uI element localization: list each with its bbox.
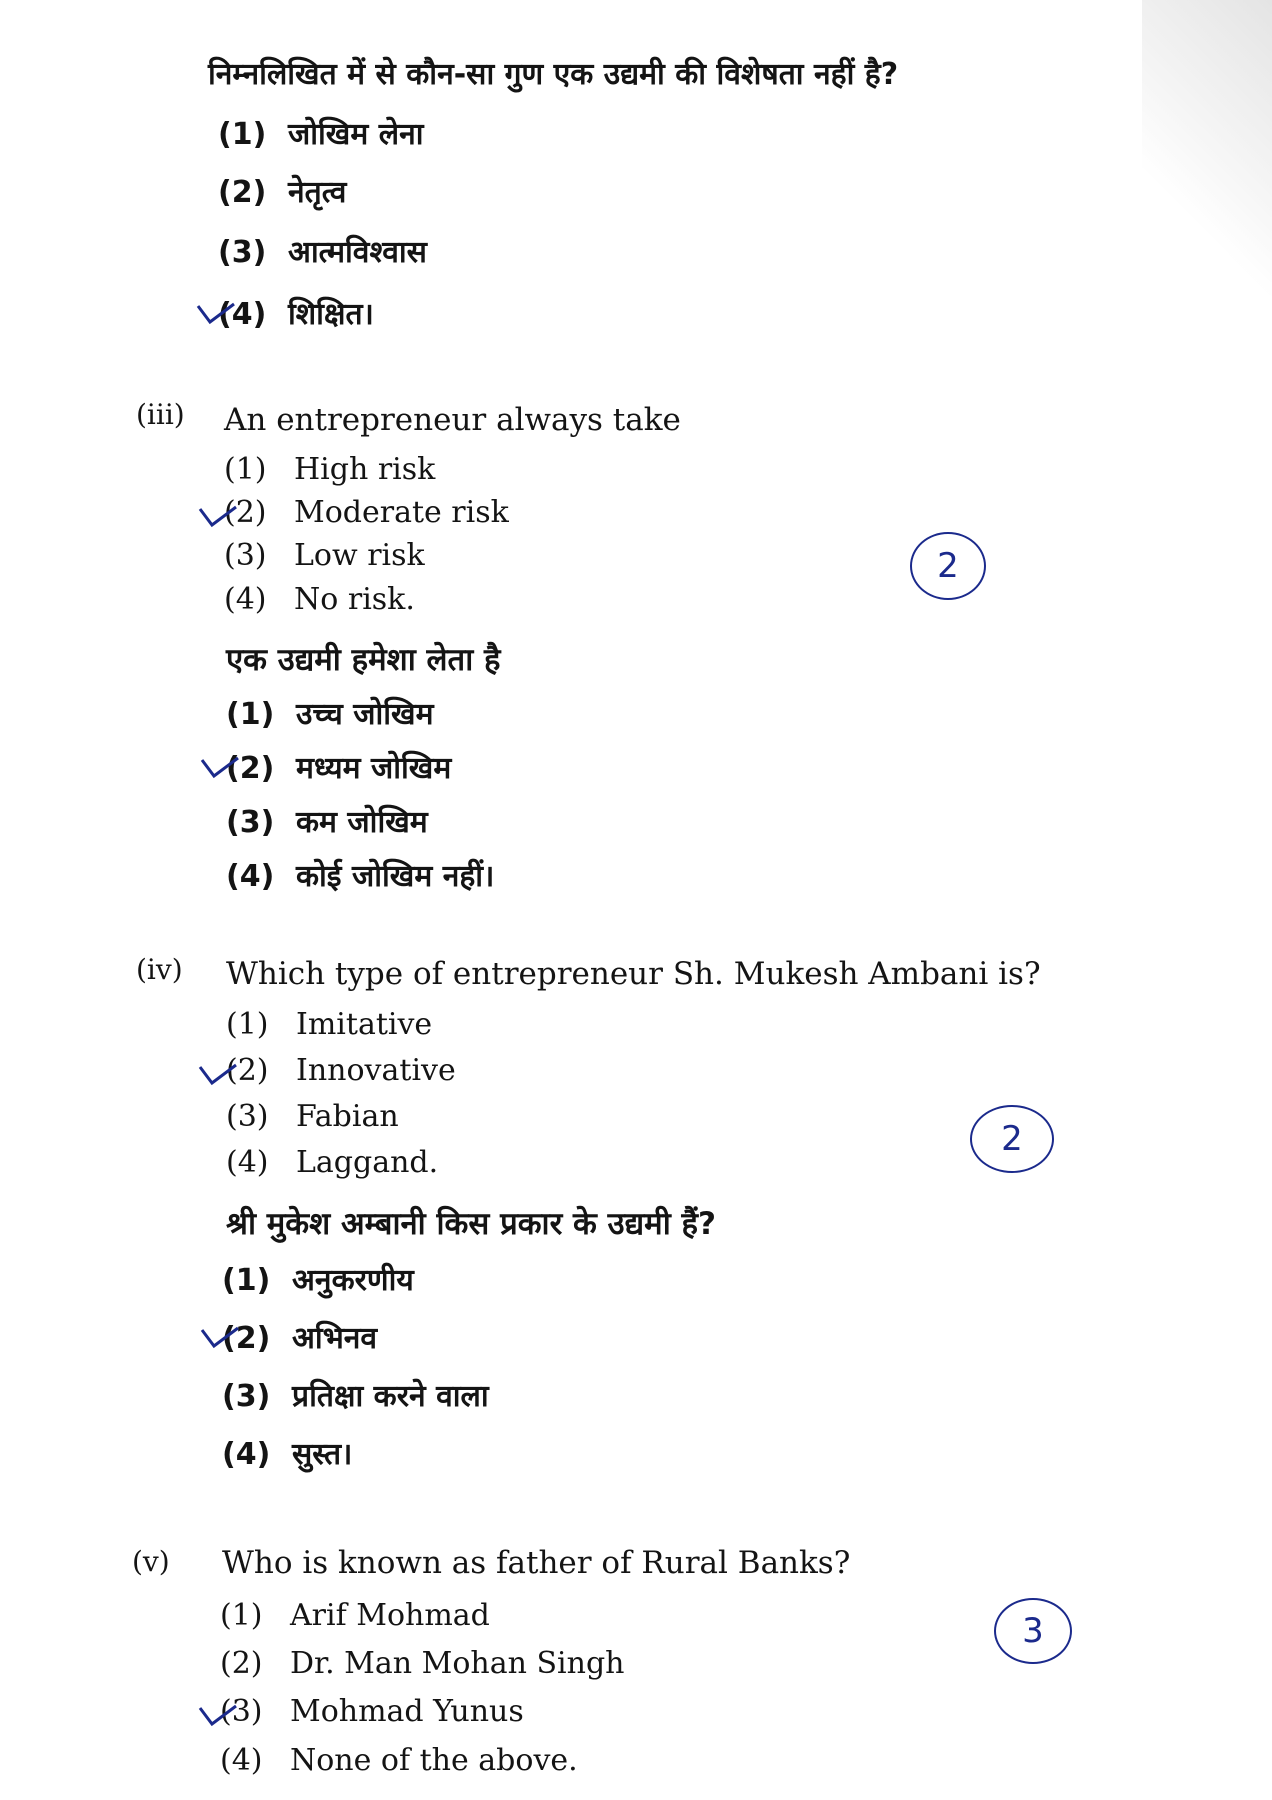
q2-hindi-question: निम्नलिखित में से कौन-सा गुण एक उद्यमी की विशेषता नहीं है? [208,57,899,92]
q4-option-3 [226,1099,399,1134]
marks-circle: 3 [994,1598,1072,1664]
option-text: Moderate risk [294,495,509,530]
option-number: (1) [218,117,267,152]
option-text: कम जोखिम [296,805,428,840]
option-number: (4) [222,1437,271,1472]
q2-hindi-option-1 [218,112,423,153]
q3-option-1 [224,452,435,487]
option-text: Arif Mohmad [290,1598,490,1633]
marks-circle: 2 [910,532,986,600]
q3-hindi-option-3 [226,800,428,841]
option-text: शिक्षित। [288,297,374,332]
marks-circle: 2 [970,1105,1054,1173]
option-text: नेतृत्व [288,175,347,210]
option-number: (1) [224,452,267,487]
option-text: Low risk [294,538,425,573]
check-mark-icon [198,503,238,529]
option-text: मध्यम जोखिम [296,751,452,786]
option-number: (2) [222,1321,271,1356]
q3-hindi-option-4 [226,854,494,895]
option-number: (2) [224,495,267,530]
option-number: (4) [224,582,267,617]
option-text: जोखिम लेना [288,117,424,152]
q3-option-2 [224,495,509,530]
option-text: अनुकरणीय [292,1263,414,1298]
option-number: (3) [226,805,275,840]
option-text: None of the above. [290,1743,578,1778]
option-number: (2) [226,1053,269,1088]
option-text: High risk [294,452,436,487]
option-text: प्रतिक्षा करने वाला [292,1379,489,1414]
option-text: उच्च जोखिम [296,697,434,732]
q3-hindi-option-1 [226,692,434,733]
option-text: Mohmad Yunus [290,1694,524,1729]
q5-option-2 [220,1646,624,1681]
check-mark-icon [198,1702,238,1728]
q2-hindi-option-2 [218,170,346,211]
check-mark-icon [198,1061,238,1087]
q3-option-3 [224,538,425,573]
q5-question: Who is known as father of Rural Banks? [222,1545,851,1581]
q3-hindi-question: एक उद्यमी हमेशा लेता है [226,642,501,678]
q4-hindi-question: श्री मुकेश अम्बानी किस प्रकार के उद्यमी हैं? [226,1206,716,1242]
option-text: Laggand. [296,1145,439,1180]
option-text: No risk. [294,582,415,617]
option-number: (4) [220,1743,263,1778]
q5-option-1 [220,1598,490,1633]
q3-hindi-option-2 [226,746,451,787]
option-number: (1) [220,1598,263,1633]
check-mark-icon [200,1324,240,1350]
option-number: (3) [218,235,267,270]
option-text: कोई जोखिम नहीं। [296,859,495,894]
option-number: (3) [226,1099,269,1134]
option-number: (3) [222,1379,271,1414]
q3-number: (iii) [136,398,185,431]
option-number: (2) [220,1646,263,1681]
q4-hindi-option-4 [222,1432,352,1473]
q5-option-4 [220,1743,578,1778]
q4-option-1 [226,1007,432,1042]
q4-hindi-option-3 [222,1374,489,1415]
option-text: Imitative [296,1007,433,1042]
q4-question: Which type of entrepreneur Sh. Mukesh Ambani is? [226,956,1041,992]
q5-number: (v) [132,1545,170,1578]
q4-hindi-option-1 [222,1258,414,1299]
q3-question: An entrepreneur always take [224,402,681,438]
option-text: Dr. Man Mohan Singh [290,1646,625,1681]
option-text: Innovative [296,1053,456,1088]
option-number: (4) [218,297,267,332]
option-text: अभिनव [292,1321,378,1356]
page-fold-shadow [1142,0,1272,300]
option-text: Fabian [296,1099,399,1134]
q2-hindi-option-3 [218,230,427,271]
option-number: (1) [226,1007,269,1042]
option-number: (3) [224,538,267,573]
option-text: सुस्त। [292,1437,353,1472]
option-number: (2) [218,175,267,210]
q4-number: (iv) [136,953,183,986]
check-mark-icon [200,754,240,780]
option-number: (4) [226,1145,269,1180]
q2-hindi-option-4 [218,292,374,333]
q4-option-2 [226,1053,456,1088]
q3-option-4 [224,582,415,617]
q4-option-4 [226,1145,438,1180]
option-number: (1) [226,697,275,732]
option-text: आत्मविश्वास [288,235,427,270]
option-number: (2) [226,751,275,786]
q5-option-3 [220,1694,524,1729]
option-number: (4) [226,859,275,894]
option-number: (3) [220,1694,263,1729]
q4-hindi-option-2 [222,1316,377,1357]
option-number: (1) [222,1263,271,1298]
check-mark-icon [196,300,236,326]
